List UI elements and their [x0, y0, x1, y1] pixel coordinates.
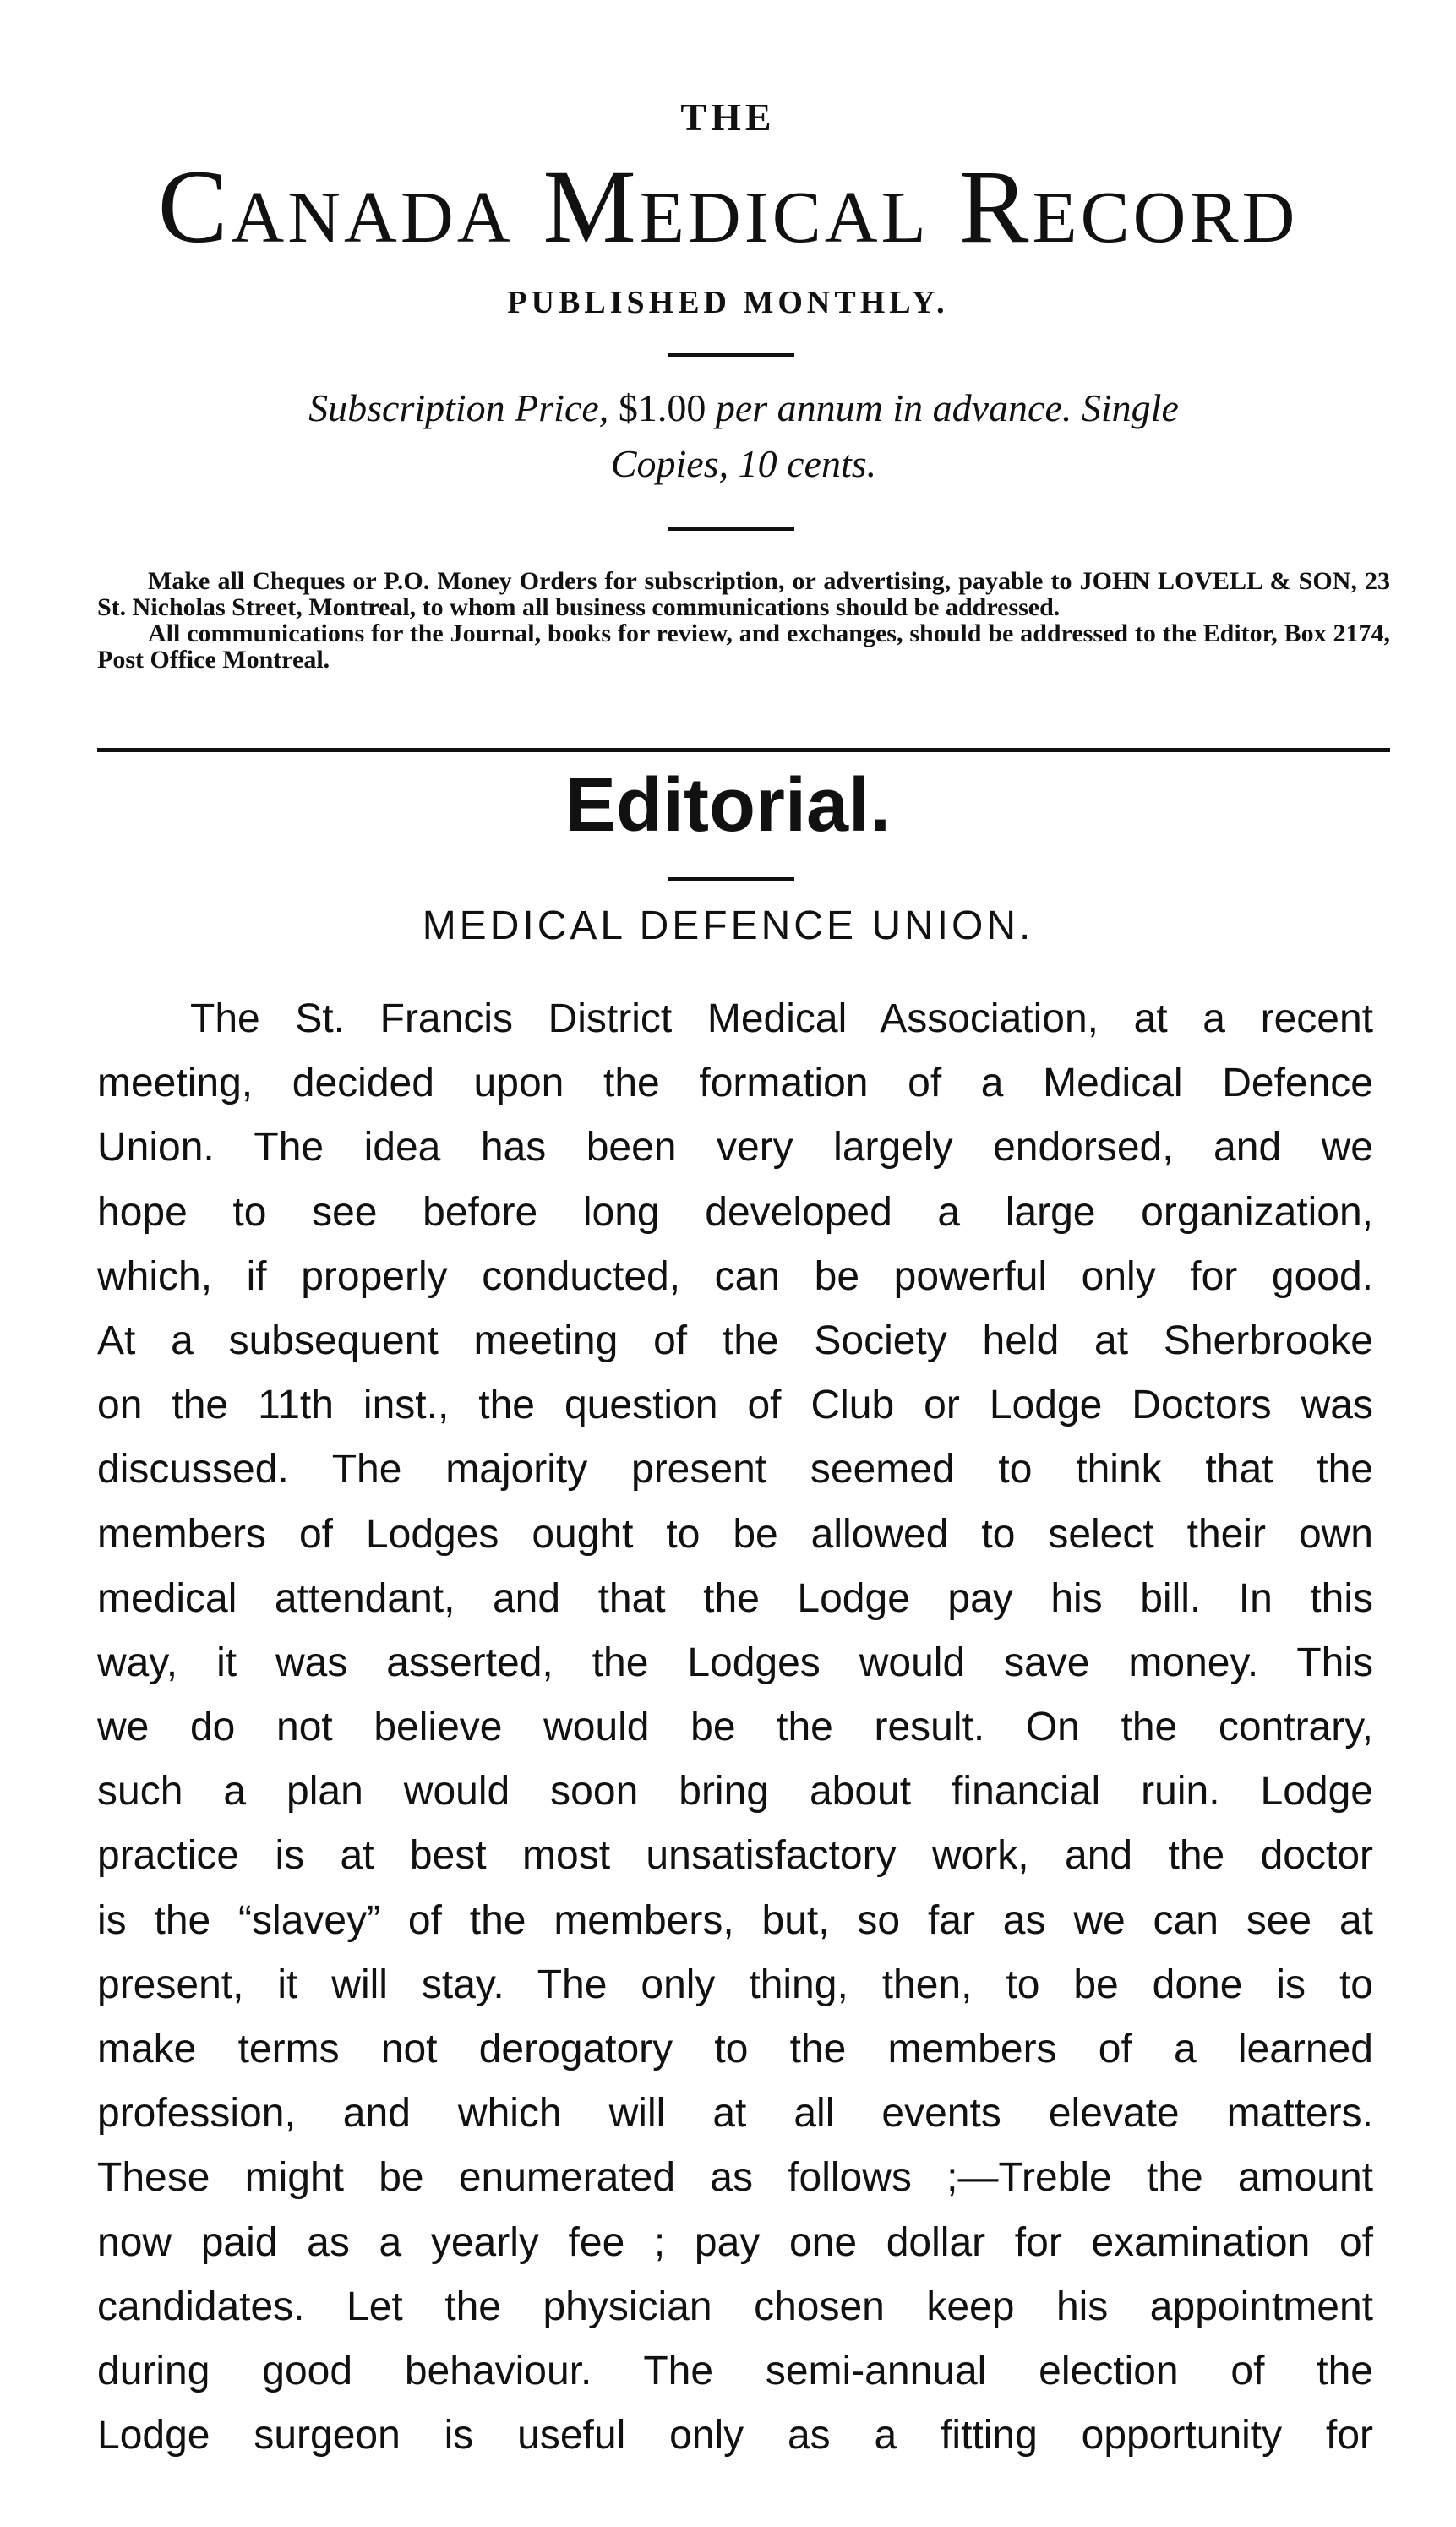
- article-line: At a subsequent meeting of the Society held at Sherbrooke: [97, 1318, 1373, 1363]
- subscription-line-1: [161, 380, 1327, 436]
- article-line: hope to see before long developed a large organization,: [97, 1189, 1373, 1235]
- article-line: make terms not derogatory to the members of a learned: [97, 2027, 1373, 2071]
- rule-divider: [668, 877, 794, 881]
- subscription-prefix: Subscription Price,: [308, 386, 609, 429]
- article-line: is the “slavey” of the members, but, so far as we can see at: [97, 1897, 1373, 1943]
- article-line: medical attendant, and that the Lodge pay his bill. In this: [97, 1575, 1373, 1621]
- article-line: way, it was asserted, the Lodges would save money. This: [97, 1640, 1373, 1685]
- article-line: we do not believe would be the result. On the contrary,: [97, 1705, 1373, 1750]
- article-line: which, if properly conducted, can be powerful only for good.: [97, 1253, 1373, 1299]
- business-notice: [97, 568, 1390, 673]
- article-line: Union. The idea has been very largely endorsed, and we: [97, 1125, 1373, 1171]
- article-line: Lodge surgeon is useful only as a fitting opportunity for: [97, 2413, 1373, 2459]
- article-line: on the 11th inst., the question of Club or Lodge Doctors was: [97, 1383, 1373, 1428]
- article-line: These might be enumerated as follows ;—Treble the amount: [97, 2155, 1373, 2201]
- article-line: practice is at best most unsatisfactory work, and the doctor: [97, 1833, 1373, 1879]
- subscription-price: $1.00: [618, 386, 706, 429]
- article-line: now paid as a yearly fee ; pay one dollar for examination of: [97, 2219, 1373, 2265]
- masthead-subtitle: PUBLISHED MONTHLY.: [507, 285, 949, 320]
- article-line: present, it will stay. The only thing, then, to be done is to: [97, 1962, 1373, 2007]
- masthead-the: THE: [680, 96, 776, 139]
- article-line: The St. Francis District Medical Association, at a recent: [190, 996, 1373, 1041]
- section-heading: Editorial.: [564, 763, 892, 848]
- subscription-line-2: Copies, 10 cents.: [610, 442, 877, 485]
- masthead-title: Canada Medical Record: [157, 149, 1299, 265]
- subscription-notice: [161, 380, 1327, 492]
- article-line: meeting, decided upon the formation of a Medical Defence: [97, 1061, 1373, 1106]
- subscription-suffix: per annum in advance. Single: [715, 386, 1179, 429]
- article-line: discussed. The majority present seemed to think that the: [97, 1447, 1373, 1493]
- article-line: during good behaviour. The semi-annual election of the: [97, 2348, 1373, 2393]
- notice-paragraph: Make all Cheques or P.O. Money Orders for subscription, or advertising, payable to JOHN LOVELL & SON, 23 St. Nicholas Street, Montreal, to whom all business communications should be addressed.: [97, 567, 1390, 621]
- notice-paragraph: All communications for the Journal, books for review, and exchanges, should be addressed to the Editor, Box 2174, Post Office Montreal.: [97, 619, 1390, 674]
- article-line: such a plan would soon bring about financial ruin. Lodge: [97, 1769, 1373, 1815]
- article-line: members of Lodges ought to be allowed to select their own: [97, 1511, 1373, 1557]
- rule-divider: [668, 527, 794, 531]
- article-body: [97, 987, 1373, 2468]
- rule-divider: [668, 353, 794, 357]
- article-title: MEDICAL DEFENCE UNION.: [422, 903, 1034, 948]
- article-line: profession, and which will at all events elevate matters.: [97, 2091, 1373, 2137]
- section-rule: [97, 748, 1390, 752]
- article-line: candidates. Let the physician chosen keep his appointment: [97, 2284, 1373, 2329]
